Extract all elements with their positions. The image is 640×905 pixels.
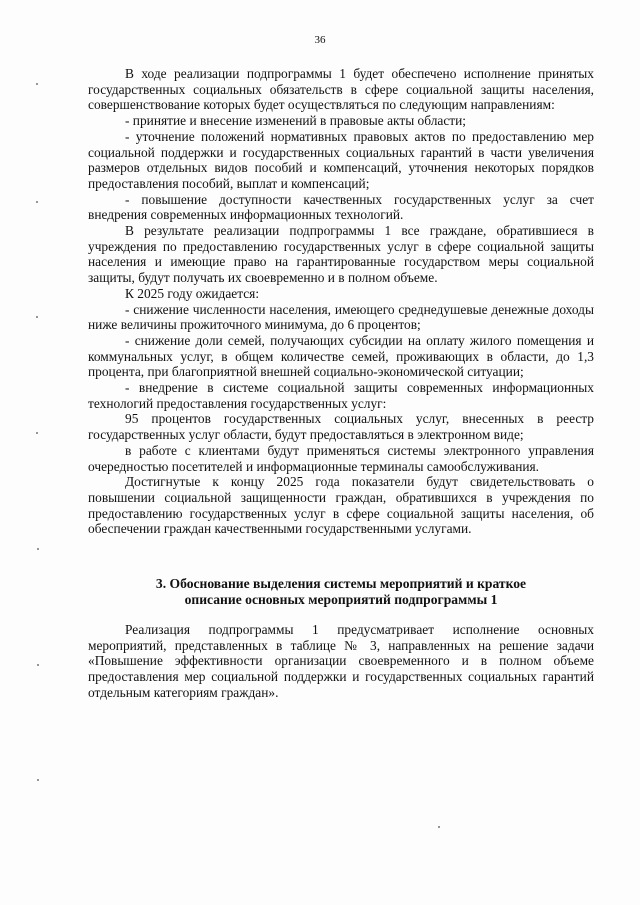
scan-speck [36, 201, 38, 203]
paragraph: - принятие и внесение изменений в правовые акты области; [125, 113, 467, 129]
scan-speck [36, 316, 38, 318]
scan-speck [37, 664, 39, 666]
paragraph: В ходе реализации подпрограммы 1 будет обеспечено исполнение принятых государственных социальных обязательств в сфере социальной защиты населения, совершенствование которых будет осуществляться по следующим направлениям: [88, 66, 594, 113]
paragraph: Реализация подпрограммы 1 предусматривает исполнение основных мероприятий, представленных в таблице № 3, направленных на решение задачи «Повышение эффективности организации своевременного и в полном объеме предоставления мер социальной поддержки и государственных социальных гарантий отдельным категориям граждан». [88, 622, 594, 700]
page-number: 36 [314, 34, 326, 46]
scan-speck [36, 432, 38, 434]
paragraph: 95 процентов государственных социальных услуг, внесенных в реестр государственных услуг области, будут предоставляться в электронном виде; [88, 411, 594, 443]
section-heading-line: описание основных мероприятий подпрограммы 1 [184, 592, 498, 607]
paragraph: Достигнутые к концу 2025 года показатели будут свидетельствовать о повышении социальной защищенности граждан, обратившихся в учреждения по предоставлению государственных услуг в сфере социальной защиты населения, об обеспечении граждан качественными государственными услугами. [88, 474, 594, 537]
paragraph: - уточнение положений нормативных правовых актов по предоставлению мер социальной поддержки и государственных социальных гарантий в части увеличения размеров отдельных видов пособий и компенсаций, уточнения некоторых порядков предоставления пособий, выплат и компенсаций; [88, 128, 594, 191]
scan-speck [37, 548, 39, 550]
paragraph: в работе с клиентами будут применяться системы электронного управления очередностью посетителей и информационные терминалы самообслуживания. [88, 442, 594, 474]
paragraph: - внедрение в системе социальной защиты современных информационных технологий предоставления государственных услуг: [88, 380, 594, 411]
paragraph: - снижение численности населения, имеющего среднедушевые денежные доходы ниже величины прожиточного минимума, до 6 процентов; [88, 301, 594, 333]
main-text [88, 66, 594, 537]
paragraph: В результате реализации подпрограммы 1 все граждане, обратившиеся в учреждения по предоставлению государственных услуг в сфере социальной защиты населения и имеющие право на гарантированные государством меры социальной защиты, будут получать их своевременно и в полном объеме. [88, 223, 594, 286]
paragraph: - повышение доступности качественных государственных услуг за счет внедрения современных информационных технологий. [88, 191, 594, 223]
scan-speck [36, 83, 38, 85]
scan-speck [37, 779, 39, 781]
scan-speck [438, 826, 440, 828]
section-heading [88, 576, 594, 608]
paragraph: - снижение доли семей, получающих субсидии на оплату жилого помещения и коммунальных услуг, в общем количестве семей, проживающих в области, до 1,3 процента, при благоприятной внешней социально-экономической ситуации; [88, 332, 594, 380]
section-heading-line: 3. Обоснование выделения системы мероприятий и краткое [155, 576, 527, 591]
paragraph: К 2025 году ожидается: [125, 285, 260, 301]
section-text [88, 622, 594, 701]
